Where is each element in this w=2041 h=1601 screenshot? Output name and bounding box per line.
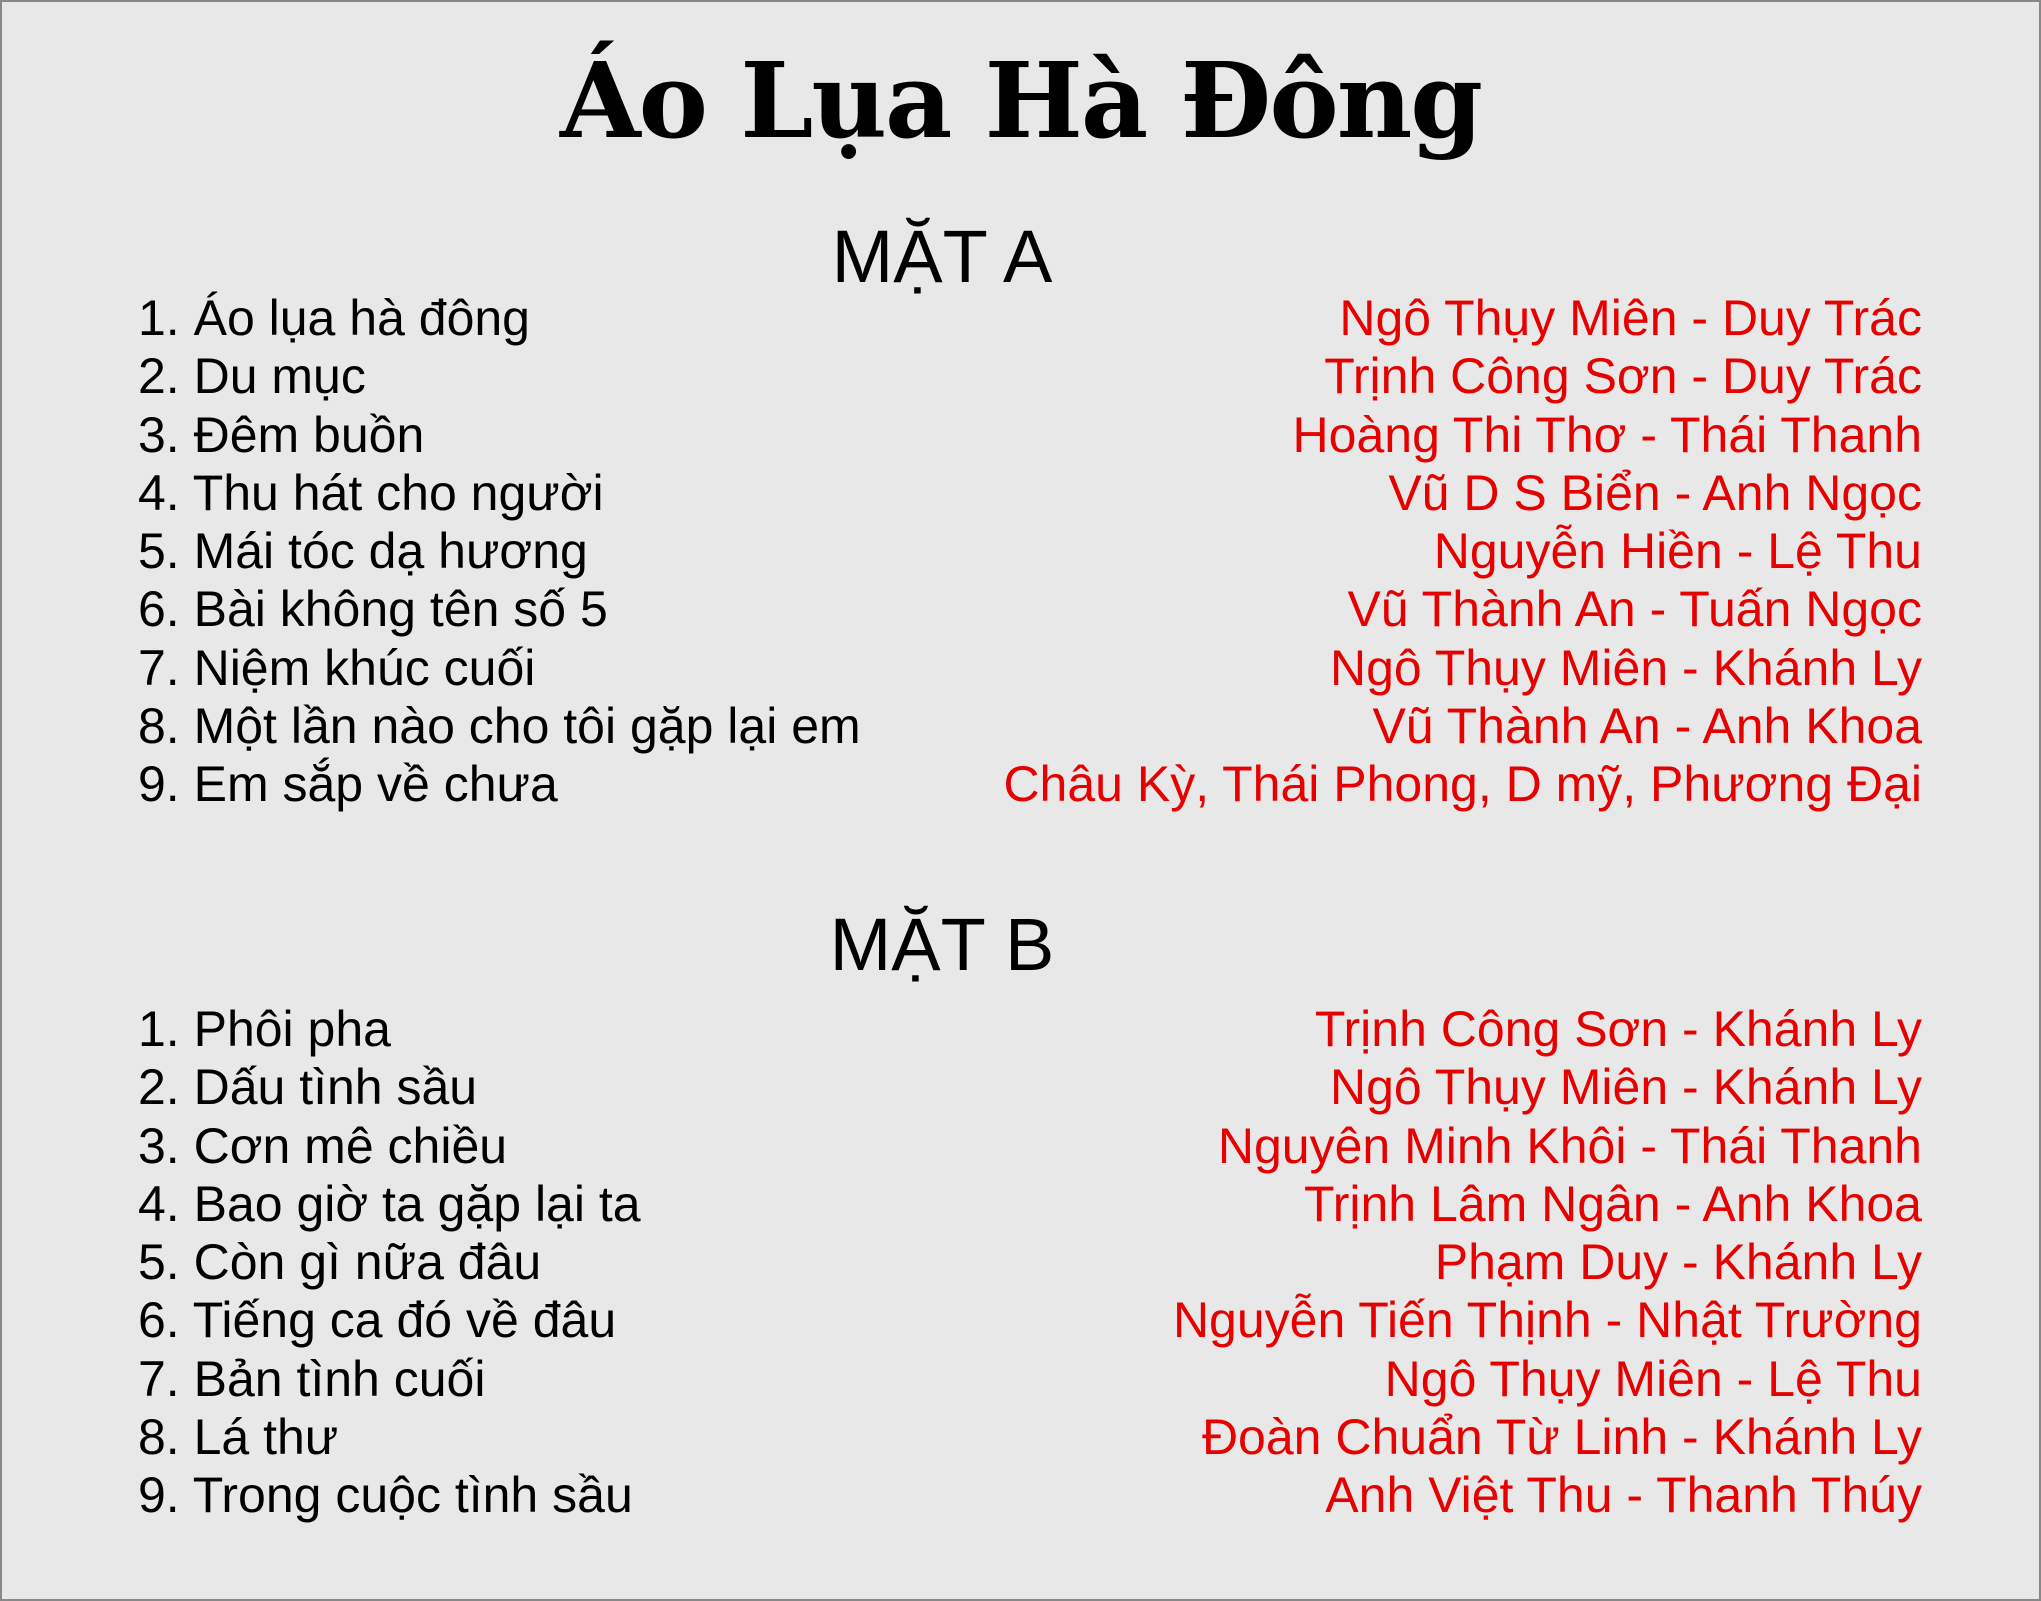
song-title: 1. Áo lụa hà đông (138, 290, 530, 346)
song-artists: Vũ Thành An - Anh Khoa (1372, 698, 1922, 755)
song-artists: Ngô Thụy Miên - Khánh Ly (1330, 1059, 1922, 1116)
song-artists: Trịnh Lâm Ngân - Anh Khoa (1304, 1175, 1922, 1232)
track-row (138, 1117, 1922, 1175)
song-artists: Ngô Thụy Miên - Khánh Ly (1330, 639, 1922, 696)
album-title: Áo Lụa Hà Đông (559, 39, 1482, 162)
side-a-heading: MẶT A (831, 215, 1053, 298)
song-title: 1. Phôi pha (138, 1001, 391, 1057)
song-title: 9. Trong cuộc tình sầu (138, 1467, 633, 1524)
song-artists: Anh Việt Thu - Thanh Thúy (1325, 1467, 1922, 1524)
track-row (138, 289, 1922, 347)
track-row (138, 1058, 1922, 1116)
track-row (138, 464, 1922, 522)
track-row (138, 580, 1922, 638)
track-row (138, 1466, 1922, 1524)
song-artists: Nguyễn Tiến Thịnh - Nhật Trường (1172, 1292, 1922, 1349)
song-title: 9. Em sắp về chưa (138, 756, 558, 813)
song-title: 4. Thu hát cho người (138, 464, 604, 521)
song-artists: Nguyễn Hiền - Lệ Thu (1433, 523, 1922, 580)
song-title: 5. Mái tóc dạ hương (138, 523, 588, 580)
song-artists: Vũ Thành An - Tuấn Ngọc (1347, 581, 1922, 638)
song-title: 6. Bài không tên số 5 (138, 581, 608, 638)
track-row (138, 347, 1922, 405)
track-row (138, 755, 1922, 813)
song-artists: Nguyên Minh Khôi - Thái Thanh (1217, 1117, 1922, 1174)
song-title: 8. Một lần nào cho tôi gặp lại em (138, 698, 861, 755)
song-artists: Đoàn Chuẩn Từ Linh - Khánh Ly (1201, 1409, 1922, 1466)
track-row (138, 697, 1922, 755)
track-row (138, 1000, 1922, 1058)
song-title: 2. Dấu tình sầu (138, 1059, 478, 1116)
song-title: 7. Bản tình cuối (138, 1350, 486, 1407)
song-artists: Vũ D S Biển - Anh Ngọc (1388, 464, 1922, 521)
side-b-track-list (138, 1000, 1922, 1525)
song-artists: Phạm Duy - Khánh Ly (1434, 1234, 1922, 1291)
song-title: 7. Niệm khúc cuối (138, 639, 536, 696)
track-row (138, 1233, 1922, 1291)
track-row (138, 1175, 1922, 1233)
side-b-heading: MẶT B (829, 903, 1055, 986)
song-title: 5. Còn gì nữa đâu (138, 1234, 542, 1291)
side-a-track-list (138, 289, 1922, 814)
song-title: 4. Bao giờ ta gặp lại ta (138, 1175, 641, 1232)
track-row (138, 639, 1922, 697)
song-artists: Trịnh Công Sơn - Duy Trác (1324, 348, 1922, 405)
song-artists: Hoàng Thi Thơ - Thái Thanh (1292, 406, 1922, 463)
song-title: 8. Lá thư (138, 1409, 339, 1466)
song-title: 2. Du mục (138, 348, 366, 405)
track-row (138, 522, 1922, 580)
song-artists: Châu Kỳ, Thái Phong, D mỹ, Phương Đại (1003, 756, 1922, 813)
song-title: 3. Cơn mê chiều (138, 1117, 508, 1174)
track-row (138, 406, 1922, 464)
track-row (138, 1350, 1922, 1408)
track-row (138, 1291, 1922, 1349)
song-title: 6. Tiếng ca đó về đâu (138, 1292, 617, 1349)
song-artists: Trịnh Công Sơn - Khánh Ly (1314, 1001, 1922, 1057)
song-artists: Ngô Thụy Miên - Lệ Thu (1384, 1350, 1922, 1407)
song-title: 3. Đêm buồn (138, 406, 425, 463)
track-row (138, 1408, 1922, 1466)
song-artists: Ngô Thụy Miên - Duy Trác (1339, 290, 1922, 346)
